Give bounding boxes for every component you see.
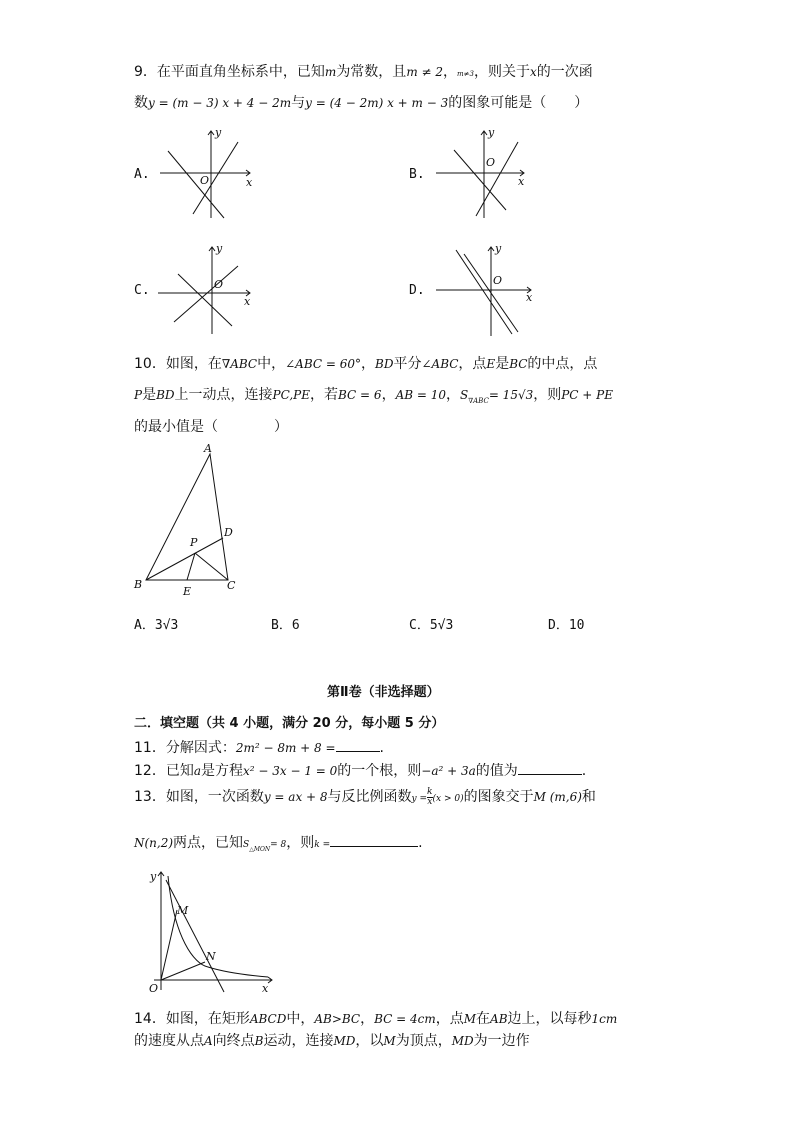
origin-label: O (214, 278, 224, 291)
q14-text: ，以 (355, 1033, 384, 1049)
linear-function-line (166, 880, 224, 992)
line-2 (476, 142, 518, 216)
q9-func1: y = (m − 3) x + 4 − 2m (148, 96, 292, 110)
q13-f2-den: x (427, 796, 433, 807)
q11-expr: 2m² − 8m + 8 = (235, 741, 336, 755)
q10-tri: ∇ABC (221, 357, 258, 371)
q10-bc6: BC = 6 (338, 388, 382, 402)
q14-text: 在 (476, 1011, 491, 1027)
y-label: y (215, 126, 222, 139)
label-m: M (177, 904, 189, 917)
q13-f2-num: k (427, 786, 433, 797)
x-label: x (244, 295, 251, 308)
q13-text: 两点，已知 (173, 835, 244, 851)
q14-m2: M (383, 1034, 396, 1048)
label-e: E (183, 585, 192, 598)
segment-on (161, 962, 205, 980)
q10-line2 (134, 384, 613, 405)
q9-option-d-graph[interactable] (436, 244, 541, 339)
q14-b: B (254, 1034, 264, 1048)
label-d: D (224, 526, 233, 539)
q14-text: ，点 (435, 1011, 464, 1027)
q12-text: 的一个根，则 (337, 763, 422, 779)
q12-text: 的值为 (475, 763, 518, 779)
line-1 (168, 151, 224, 218)
q9-text: 与 (291, 95, 306, 111)
q14-text: 为顶点， (395, 1033, 452, 1049)
q9-option-c-graph[interactable] (158, 244, 258, 339)
q10-choice-b[interactable]: B．6 (271, 618, 300, 633)
q14-bc4: BC = 4cm (374, 1012, 436, 1026)
q9-option-b-graph[interactable] (436, 128, 536, 223)
q12-expr: −a² + 3a (421, 764, 476, 778)
q10-text: ，若 (310, 387, 339, 403)
q9-func2: y = (4 − 2m) x + m − 3 (305, 96, 449, 110)
q13-answer-blank[interactable] (330, 834, 418, 847)
q13-area-val: = 8 (270, 840, 287, 850)
q9-text: 数 (134, 95, 148, 111)
q14-ab: AB (490, 1012, 508, 1026)
q13-k: k = (314, 840, 331, 850)
q13-ptn: N(n,2) (134, 836, 174, 850)
q11 (134, 737, 384, 757)
q10-sum: PC + PE (561, 388, 614, 402)
origin-label: O (493, 274, 503, 287)
q13-end: . (418, 835, 423, 851)
q14-line1 (134, 1008, 617, 1028)
origin-label: O (200, 174, 210, 187)
q13-text: 13．如图，一次函数 (134, 789, 264, 805)
q14-abcd: ABCD (249, 1012, 287, 1026)
q9-text: ，则关于 (473, 64, 530, 80)
q14-text: ， (360, 1011, 375, 1027)
q10-bc: BC (509, 357, 528, 371)
q10-text: ， (446, 387, 460, 403)
q10-choice-d[interactable]: D．10 (548, 618, 585, 633)
q13-f2-y: y = (411, 794, 428, 804)
segment-bd (146, 538, 223, 580)
q9-option-a-graph[interactable] (160, 128, 260, 223)
label-n: N (206, 950, 216, 963)
q12-text: 12．已知 (134, 763, 194, 779)
y-label: y (216, 242, 223, 255)
q9-option-c-label[interactable]: C. (134, 283, 150, 298)
q12-text: 是方程 (200, 763, 243, 779)
q14-md: MD (333, 1034, 356, 1048)
q9-text: 9．在平面直角坐标系中，已知 (134, 64, 325, 80)
q13-text: 与反比例函数 (327, 789, 412, 805)
label-c: C (227, 579, 236, 592)
label-o: O (149, 982, 159, 995)
label-a: A (204, 442, 212, 455)
q10-text: ，点 (458, 356, 487, 372)
q12-eq: x² − 3x − 1 = 0 (242, 764, 338, 778)
q9-option-b-label[interactable]: B. (409, 167, 425, 182)
q10-e: E (486, 357, 496, 371)
q14-text: 向终点 (212, 1033, 255, 1049)
q9-option-d-label[interactable]: D. (409, 283, 425, 298)
q13-area-s: S (243, 840, 250, 850)
q14-md2: MD (451, 1034, 474, 1048)
q10-text: 是 (495, 356, 510, 372)
segment-pc (195, 553, 228, 580)
q14-text: 14．如图，在矩形 (134, 1011, 250, 1027)
triangle-abc (146, 454, 228, 580)
x-label: x (246, 176, 253, 189)
q14-text: 中， (286, 1011, 315, 1027)
q14-m: M (463, 1012, 477, 1026)
section-title: 二．填空题（共 4 小题，满分 20 分，每小题 5 分） (134, 716, 445, 731)
q10-area-val: = 15√3 (488, 388, 534, 402)
label-p: P (190, 536, 198, 549)
label-x: x (262, 982, 269, 995)
q10-choice-a[interactable]: A．3√3 (134, 618, 179, 633)
q10-choice-c[interactable]: C．5√3 (409, 618, 454, 633)
q13-f1: y = ax + 8 (263, 790, 328, 804)
q10-text: 10．如图，在 (134, 356, 222, 372)
origin-label: O (486, 156, 496, 169)
q13-text: 的图象交于 (463, 789, 534, 805)
q10-text: ，则 (533, 387, 562, 403)
q10-angle: ∠ABC = 60° (285, 357, 362, 371)
q12-answer-blank[interactable] (518, 762, 582, 775)
q13-text: ，则 (286, 835, 315, 851)
q13-area-sub: △MON (249, 845, 271, 853)
x-label: x (526, 291, 533, 304)
q10-triangle-figure (134, 440, 244, 600)
q10-line1 (134, 353, 597, 373)
label-b: B (134, 578, 143, 591)
q10-p: P (134, 388, 143, 402)
q10-text: 上一动点，连接 (174, 387, 273, 403)
y-label: y (495, 242, 502, 255)
q10-text: 平分 (393, 356, 422, 372)
q9-text: 为常数，且 (336, 64, 407, 80)
q14-text: 运动，连接 (263, 1033, 334, 1049)
q10-area-sub: ∇ABC (468, 396, 489, 405)
q9-x: x (529, 65, 537, 79)
q13-f2-cond: (x > 0) (432, 794, 464, 804)
q10-text: ， (381, 387, 396, 403)
q9-line1 (134, 61, 593, 81)
q10-angle2: ∠ABC (421, 357, 459, 371)
q9-option-a-label[interactable]: A. (134, 167, 150, 182)
q9-text: 的图象可能是（ ） (448, 95, 589, 111)
q9-text: 的一次函 (536, 64, 593, 80)
q10-text: ， (361, 356, 376, 372)
q9-cond2: m≠3 (457, 70, 474, 78)
line-1 (454, 150, 506, 210)
line-1 (456, 250, 512, 334)
q9-m: m (324, 65, 337, 79)
y-label: y (488, 126, 495, 139)
hyperbola-curve (168, 876, 268, 977)
q11-text: 11．分解因式： (134, 740, 236, 756)
q13-ptm: M (m,6) (533, 790, 582, 804)
q14-text: 边上，以每秒 (507, 1011, 592, 1027)
q14-a: A (204, 1034, 213, 1048)
segment-om (161, 910, 177, 980)
q13-line1 (134, 786, 596, 807)
part2-title: 第Ⅱ卷（非选择题） (327, 685, 440, 700)
q12 (134, 760, 586, 780)
q10-bd: BD (375, 357, 394, 371)
q14-speed: 1cm (591, 1012, 618, 1026)
q10-pcpe: PC,PE (272, 388, 311, 402)
q14-cmp: AB>BC (314, 1012, 361, 1026)
q9-line2 (134, 92, 588, 112)
q13-line2 (134, 832, 423, 853)
q14-line2 (134, 1030, 530, 1050)
q10-text: 中， (257, 356, 286, 372)
q9-comma: ， (443, 64, 458, 80)
x-label: x (518, 175, 525, 188)
q10-line3: 的最小值是（ ） (134, 419, 288, 435)
q10-text: 的中点，点 (527, 356, 598, 372)
line-1 (178, 274, 232, 326)
q12-avar: a (193, 764, 201, 778)
q14-text: 的速度从点 (134, 1033, 204, 1049)
q10-bd2: BD (156, 388, 175, 402)
q10-ab10: AB = 10 (395, 388, 446, 402)
q12-end: . (581, 763, 587, 779)
q11-answer-blank[interactable] (336, 739, 380, 752)
q10-area-s: S (460, 388, 469, 402)
q13-figure (144, 868, 279, 998)
q13-text: 和 (581, 789, 596, 805)
q9-cond1: m ≠ 2 (406, 65, 444, 79)
q10-text: 是 (142, 387, 157, 403)
q14-text: 为一边作 (473, 1033, 530, 1049)
label-y: y (150, 870, 157, 883)
line-2 (174, 266, 238, 322)
q11-end: . (379, 740, 384, 756)
